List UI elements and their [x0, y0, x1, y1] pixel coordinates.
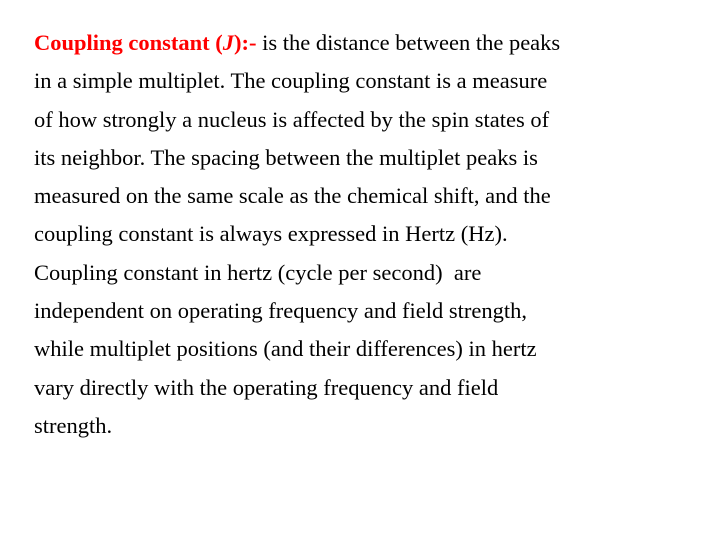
text-line-4: its neighbor. The spacing between the multiplet peaks is — [34, 144, 538, 170]
slide-body-text — [34, 24, 694, 445]
text-line-1 — [34, 24, 694, 62]
text-line-5: measured on the same scale as the chemical shift, and the — [34, 183, 551, 209]
text-line-11: strength. — [34, 412, 113, 438]
term-heading — [34, 30, 257, 55]
text-line-6: coupling constant is always expressed in Hertz (Hz). — [34, 221, 508, 247]
text-line-10: vary directly with the operating frequency and field — [34, 374, 499, 400]
line-1-text: is the distance between the peaks — [262, 30, 561, 55]
text-line-3: of how strongly a nucleus is affected by the spin states of — [34, 106, 550, 132]
term-suffix: ):- — [234, 30, 257, 55]
text-line-7: Coupling constant in hertz (cycle per second) are — [34, 259, 482, 285]
text-line-8: independent on operating frequency and field strength, — [34, 298, 527, 324]
text-line-9: while multiplet positions (and their differences) in hertz — [34, 336, 537, 362]
text-line-2: in a simple multiplet. The coupling constant is a measure — [34, 68, 548, 94]
term-prefix: Coupling constant ( — [34, 30, 223, 55]
term-symbol: J — [222, 30, 235, 55]
